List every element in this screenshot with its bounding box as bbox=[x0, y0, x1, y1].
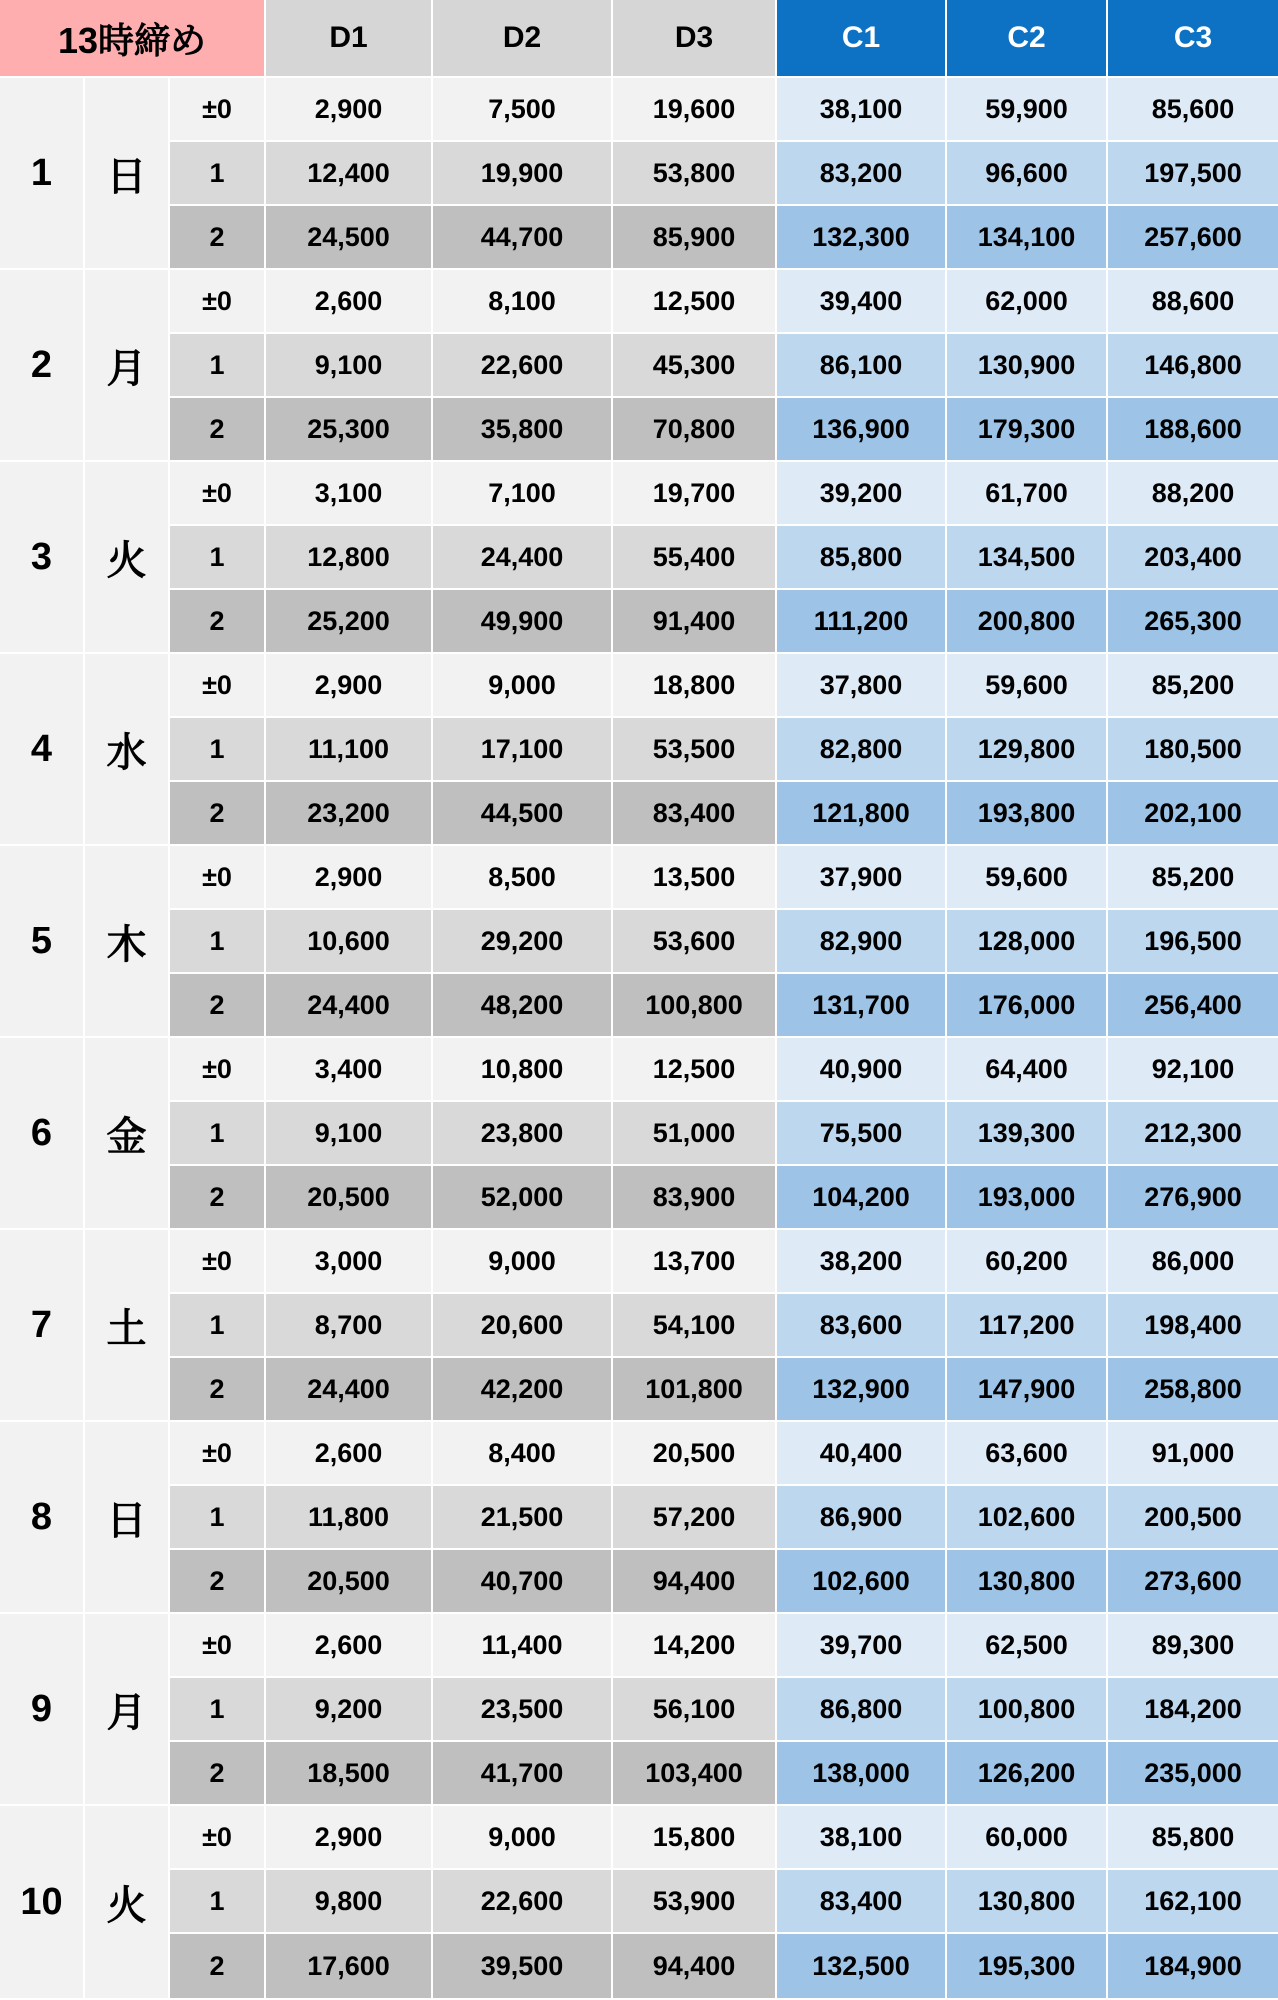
data-cell-d2: 17,100 bbox=[433, 718, 613, 782]
data-cell-d2: 23,500 bbox=[433, 1678, 613, 1742]
data-cell-c1: 83,600 bbox=[777, 1294, 947, 1358]
data-cell-d3: 53,800 bbox=[613, 142, 777, 206]
weekday-label: 月 bbox=[85, 270, 170, 462]
data-cell-c3: 198,400 bbox=[1108, 1294, 1278, 1358]
data-cell-c1: 40,400 bbox=[777, 1422, 947, 1486]
data-cell-c2: 128,000 bbox=[947, 910, 1108, 974]
shift-row bbox=[170, 78, 1278, 142]
data-cell-c1: 39,200 bbox=[777, 462, 947, 526]
data-cell-d2: 20,600 bbox=[433, 1294, 613, 1358]
data-cell-c1: 138,000 bbox=[777, 1742, 947, 1806]
data-cell-c1: 39,700 bbox=[777, 1614, 947, 1678]
shift-label: 2 bbox=[170, 590, 266, 654]
data-cell-d2: 24,400 bbox=[433, 526, 613, 590]
data-cell-c2: 193,000 bbox=[947, 1166, 1108, 1230]
shift-row bbox=[170, 974, 1278, 1038]
data-cell-d1: 24,500 bbox=[266, 206, 433, 270]
data-cell-d3: 19,700 bbox=[613, 462, 777, 526]
data-cell-d2: 9,000 bbox=[433, 1230, 613, 1294]
data-cell-c3: 85,200 bbox=[1108, 846, 1278, 910]
shift-label: ±0 bbox=[170, 462, 266, 526]
shift-row bbox=[170, 398, 1278, 462]
data-cell-d1: 25,200 bbox=[266, 590, 433, 654]
data-cell-c2: 117,200 bbox=[947, 1294, 1108, 1358]
col-header-c2: C2 bbox=[947, 0, 1108, 78]
data-cell-c3: 88,200 bbox=[1108, 462, 1278, 526]
data-cell-c2: 62,000 bbox=[947, 270, 1108, 334]
shift-label: ±0 bbox=[170, 1806, 266, 1870]
data-cell-d1: 18,500 bbox=[266, 1742, 433, 1806]
weekday-label: 木 bbox=[85, 846, 170, 1038]
shift-row bbox=[170, 1486, 1278, 1550]
col-header-c1: C1 bbox=[777, 0, 947, 78]
data-cell-c2: 62,500 bbox=[947, 1614, 1108, 1678]
shift-row bbox=[170, 1934, 1278, 1998]
shift-row bbox=[170, 1166, 1278, 1230]
data-cell-d1: 9,800 bbox=[266, 1870, 433, 1934]
data-cell-c3: 212,300 bbox=[1108, 1102, 1278, 1166]
shift-label: 1 bbox=[170, 1870, 266, 1934]
data-cell-c1: 37,900 bbox=[777, 846, 947, 910]
data-cell-d2: 8,100 bbox=[433, 270, 613, 334]
weekday-label: 日 bbox=[85, 1422, 170, 1614]
day-number: 3 bbox=[0, 462, 85, 654]
data-cell-c3: 146,800 bbox=[1108, 334, 1278, 398]
data-cell-d3: 83,900 bbox=[613, 1166, 777, 1230]
data-cell-c3: 86,000 bbox=[1108, 1230, 1278, 1294]
data-cell-d3: 56,100 bbox=[613, 1678, 777, 1742]
shift-row bbox=[170, 782, 1278, 846]
shift-label: ±0 bbox=[170, 270, 266, 334]
data-cell-c1: 104,200 bbox=[777, 1166, 947, 1230]
data-cell-c2: 61,700 bbox=[947, 462, 1108, 526]
data-cell-c2: 200,800 bbox=[947, 590, 1108, 654]
day-number: 1 bbox=[0, 78, 85, 270]
data-cell-c3: 88,600 bbox=[1108, 270, 1278, 334]
data-cell-c1: 82,800 bbox=[777, 718, 947, 782]
data-cell-c3: 85,200 bbox=[1108, 654, 1278, 718]
shift-row bbox=[170, 1742, 1278, 1806]
shift-label: 2 bbox=[170, 974, 266, 1038]
data-cell-d3: 101,800 bbox=[613, 1358, 777, 1422]
day-block bbox=[0, 462, 1278, 654]
data-cell-c2: 176,000 bbox=[947, 974, 1108, 1038]
day-block bbox=[0, 1230, 1278, 1422]
data-cell-c1: 82,900 bbox=[777, 910, 947, 974]
data-cell-d3: 13,500 bbox=[613, 846, 777, 910]
data-cell-d2: 35,800 bbox=[433, 398, 613, 462]
shift-label: ±0 bbox=[170, 1614, 266, 1678]
data-cell-d1: 2,600 bbox=[266, 1614, 433, 1678]
day-block bbox=[0, 1806, 1278, 1998]
data-cell-c2: 126,200 bbox=[947, 1742, 1108, 1806]
data-cell-d1: 17,600 bbox=[266, 1934, 433, 1998]
data-cell-d2: 52,000 bbox=[433, 1166, 613, 1230]
data-cell-d3: 12,500 bbox=[613, 270, 777, 334]
shift-row bbox=[170, 1614, 1278, 1678]
data-cell-d1: 9,200 bbox=[266, 1678, 433, 1742]
shift-row bbox=[170, 1294, 1278, 1358]
data-cell-c1: 136,900 bbox=[777, 398, 947, 462]
data-cell-d1: 10,600 bbox=[266, 910, 433, 974]
shift-row bbox=[170, 1678, 1278, 1742]
data-cell-d1: 25,300 bbox=[266, 398, 433, 462]
data-cell-c2: 59,600 bbox=[947, 654, 1108, 718]
day-block bbox=[0, 846, 1278, 1038]
data-cell-c2: 129,800 bbox=[947, 718, 1108, 782]
weekday-label: 月 bbox=[85, 1614, 170, 1806]
shift-row bbox=[170, 526, 1278, 590]
data-cell-d3: 91,400 bbox=[613, 590, 777, 654]
shift-row bbox=[170, 590, 1278, 654]
data-cell-c3: 188,600 bbox=[1108, 398, 1278, 462]
data-cell-c1: 102,600 bbox=[777, 1550, 947, 1614]
data-cell-c3: 180,500 bbox=[1108, 718, 1278, 782]
data-cell-c3: 256,400 bbox=[1108, 974, 1278, 1038]
day-number: 10 bbox=[0, 1806, 85, 1998]
data-cell-c1: 40,900 bbox=[777, 1038, 947, 1102]
data-cell-d3: 103,400 bbox=[613, 1742, 777, 1806]
data-cell-d1: 3,100 bbox=[266, 462, 433, 526]
day-number: 5 bbox=[0, 846, 85, 1038]
data-cell-c3: 257,600 bbox=[1108, 206, 1278, 270]
data-cell-d1: 2,900 bbox=[266, 78, 433, 142]
data-cell-d1: 24,400 bbox=[266, 1358, 433, 1422]
shift-row bbox=[170, 718, 1278, 782]
data-cell-c3: 85,600 bbox=[1108, 78, 1278, 142]
data-cell-d2: 39,500 bbox=[433, 1934, 613, 1998]
day-block bbox=[0, 654, 1278, 846]
weekday-label: 土 bbox=[85, 1230, 170, 1422]
shift-label: 2 bbox=[170, 1742, 266, 1806]
data-cell-c3: 184,900 bbox=[1108, 1934, 1278, 1998]
day-number: 8 bbox=[0, 1422, 85, 1614]
shift-label: 1 bbox=[170, 718, 266, 782]
col-header-d1: D1 bbox=[266, 0, 433, 78]
shift-row bbox=[170, 206, 1278, 270]
data-cell-d3: 12,500 bbox=[613, 1038, 777, 1102]
data-cell-c3: 202,100 bbox=[1108, 782, 1278, 846]
day-number: 6 bbox=[0, 1038, 85, 1230]
data-cell-c2: 96,600 bbox=[947, 142, 1108, 206]
shift-row bbox=[170, 1230, 1278, 1294]
data-cell-d2: 49,900 bbox=[433, 590, 613, 654]
shift-label: 2 bbox=[170, 1166, 266, 1230]
shift-label: ±0 bbox=[170, 1230, 266, 1294]
data-cell-c2: 193,800 bbox=[947, 782, 1108, 846]
data-cell-d3: 15,800 bbox=[613, 1806, 777, 1870]
shift-row bbox=[170, 910, 1278, 974]
day-number: 7 bbox=[0, 1230, 85, 1422]
data-cell-d1: 11,800 bbox=[266, 1486, 433, 1550]
data-cell-d3: 94,400 bbox=[613, 1550, 777, 1614]
data-cell-c3: 200,500 bbox=[1108, 1486, 1278, 1550]
data-cell-d2: 40,700 bbox=[433, 1550, 613, 1614]
data-cell-d3: 13,700 bbox=[613, 1230, 777, 1294]
data-cell-c1: 131,700 bbox=[777, 974, 947, 1038]
data-cell-c3: 258,800 bbox=[1108, 1358, 1278, 1422]
weekday-label: 日 bbox=[85, 78, 170, 270]
data-cell-d3: 55,400 bbox=[613, 526, 777, 590]
data-cell-d1: 3,000 bbox=[266, 1230, 433, 1294]
data-cell-d1: 2,600 bbox=[266, 270, 433, 334]
shift-row bbox=[170, 846, 1278, 910]
data-cell-c2: 59,600 bbox=[947, 846, 1108, 910]
data-cell-d1: 2,600 bbox=[266, 1422, 433, 1486]
data-cell-c2: 130,800 bbox=[947, 1550, 1108, 1614]
data-cell-c3: 235,000 bbox=[1108, 1742, 1278, 1806]
data-cell-d3: 94,400 bbox=[613, 1934, 777, 1998]
col-header-c3: C3 bbox=[1108, 0, 1278, 78]
data-cell-d2: 19,900 bbox=[433, 142, 613, 206]
data-cell-c1: 86,100 bbox=[777, 334, 947, 398]
shift-label: ±0 bbox=[170, 846, 266, 910]
data-cell-c1: 38,100 bbox=[777, 1806, 947, 1870]
data-cell-c3: 197,500 bbox=[1108, 142, 1278, 206]
data-cell-c3: 196,500 bbox=[1108, 910, 1278, 974]
shift-label: 1 bbox=[170, 142, 266, 206]
data-cell-d2: 22,600 bbox=[433, 1870, 613, 1934]
data-cell-c3: 276,900 bbox=[1108, 1166, 1278, 1230]
table-body bbox=[0, 78, 1278, 1998]
day-number: 2 bbox=[0, 270, 85, 462]
data-cell-c1: 38,100 bbox=[777, 78, 947, 142]
data-cell-c1: 132,500 bbox=[777, 1934, 947, 1998]
shift-label: ±0 bbox=[170, 1038, 266, 1102]
data-cell-d1: 2,900 bbox=[266, 1806, 433, 1870]
data-cell-c3: 85,800 bbox=[1108, 1806, 1278, 1870]
data-cell-c1: 85,800 bbox=[777, 526, 947, 590]
shift-label: 1 bbox=[170, 1294, 266, 1358]
col-header-d2: D2 bbox=[433, 0, 613, 78]
data-cell-d1: 23,200 bbox=[266, 782, 433, 846]
data-cell-d3: 100,800 bbox=[613, 974, 777, 1038]
data-cell-d2: 10,800 bbox=[433, 1038, 613, 1102]
data-cell-c2: 60,000 bbox=[947, 1806, 1108, 1870]
data-cell-d3: 83,400 bbox=[613, 782, 777, 846]
data-cell-d3: 19,600 bbox=[613, 78, 777, 142]
data-cell-c2: 102,600 bbox=[947, 1486, 1108, 1550]
shift-label: 1 bbox=[170, 526, 266, 590]
data-cell-d2: 23,800 bbox=[433, 1102, 613, 1166]
data-cell-d3: 51,000 bbox=[613, 1102, 777, 1166]
data-cell-d2: 42,200 bbox=[433, 1358, 613, 1422]
shift-row bbox=[170, 334, 1278, 398]
data-cell-c1: 83,200 bbox=[777, 142, 947, 206]
data-cell-d1: 2,900 bbox=[266, 654, 433, 718]
data-cell-c1: 37,800 bbox=[777, 654, 947, 718]
data-cell-d1: 12,400 bbox=[266, 142, 433, 206]
data-cell-d2: 29,200 bbox=[433, 910, 613, 974]
data-cell-d2: 41,700 bbox=[433, 1742, 613, 1806]
data-cell-d2: 44,500 bbox=[433, 782, 613, 846]
header-row bbox=[0, 0, 1278, 78]
data-cell-d3: 20,500 bbox=[613, 1422, 777, 1486]
shift-label: ±0 bbox=[170, 1422, 266, 1486]
shift-row bbox=[170, 654, 1278, 718]
data-cell-c2: 134,100 bbox=[947, 206, 1108, 270]
shift-row bbox=[170, 1870, 1278, 1934]
data-cell-d1: 8,700 bbox=[266, 1294, 433, 1358]
data-cell-d3: 57,200 bbox=[613, 1486, 777, 1550]
shift-row bbox=[170, 1102, 1278, 1166]
data-cell-c2: 100,800 bbox=[947, 1678, 1108, 1742]
table-title: 13時締め bbox=[0, 0, 266, 78]
data-cell-c3: 184,200 bbox=[1108, 1678, 1278, 1742]
col-header-d3: D3 bbox=[613, 0, 777, 78]
data-cell-c2: 179,300 bbox=[947, 398, 1108, 462]
data-cell-c1: 121,800 bbox=[777, 782, 947, 846]
data-cell-d3: 53,900 bbox=[613, 1870, 777, 1934]
shift-row bbox=[170, 142, 1278, 206]
data-cell-c1: 83,400 bbox=[777, 1870, 947, 1934]
data-cell-c2: 64,400 bbox=[947, 1038, 1108, 1102]
data-cell-d1: 9,100 bbox=[266, 1102, 433, 1166]
day-block bbox=[0, 1614, 1278, 1806]
shift-label: 1 bbox=[170, 1486, 266, 1550]
data-cell-c2: 195,300 bbox=[947, 1934, 1108, 1998]
weekday-label: 水 bbox=[85, 654, 170, 846]
day-block bbox=[0, 1422, 1278, 1614]
data-cell-c1: 75,500 bbox=[777, 1102, 947, 1166]
data-cell-c2: 63,600 bbox=[947, 1422, 1108, 1486]
shift-label: 1 bbox=[170, 910, 266, 974]
data-cell-d1: 3,400 bbox=[266, 1038, 433, 1102]
data-cell-d3: 85,900 bbox=[613, 206, 777, 270]
shift-row bbox=[170, 1358, 1278, 1422]
shift-label: 2 bbox=[170, 782, 266, 846]
shift-label: 2 bbox=[170, 398, 266, 462]
shift-label: 1 bbox=[170, 1102, 266, 1166]
data-cell-c3: 89,300 bbox=[1108, 1614, 1278, 1678]
shift-label: 1 bbox=[170, 1678, 266, 1742]
data-cell-c2: 60,200 bbox=[947, 1230, 1108, 1294]
data-cell-d1: 24,400 bbox=[266, 974, 433, 1038]
data-cell-d3: 53,500 bbox=[613, 718, 777, 782]
data-cell-c3: 162,100 bbox=[1108, 1870, 1278, 1934]
data-cell-d1: 20,500 bbox=[266, 1550, 433, 1614]
shift-row bbox=[170, 1550, 1278, 1614]
data-cell-d3: 45,300 bbox=[613, 334, 777, 398]
data-cell-c2: 130,900 bbox=[947, 334, 1108, 398]
data-cell-c1: 39,400 bbox=[777, 270, 947, 334]
shift-label: 2 bbox=[170, 1358, 266, 1422]
data-cell-c1: 132,900 bbox=[777, 1358, 947, 1422]
shift-row bbox=[170, 462, 1278, 526]
day-block bbox=[0, 270, 1278, 462]
shift-label: 2 bbox=[170, 1550, 266, 1614]
data-cell-d2: 8,500 bbox=[433, 846, 613, 910]
data-cell-d3: 14,200 bbox=[613, 1614, 777, 1678]
shift-label: ±0 bbox=[170, 654, 266, 718]
data-cell-c1: 86,800 bbox=[777, 1678, 947, 1742]
data-cell-c2: 147,900 bbox=[947, 1358, 1108, 1422]
data-cell-c3: 91,000 bbox=[1108, 1422, 1278, 1486]
day-number: 9 bbox=[0, 1614, 85, 1806]
data-cell-d2: 7,100 bbox=[433, 462, 613, 526]
data-cell-c2: 130,800 bbox=[947, 1870, 1108, 1934]
weekday-label: 金 bbox=[85, 1038, 170, 1230]
data-cell-c3: 273,600 bbox=[1108, 1550, 1278, 1614]
shift-row bbox=[170, 1422, 1278, 1486]
data-cell-c3: 265,300 bbox=[1108, 590, 1278, 654]
data-cell-d1: 11,100 bbox=[266, 718, 433, 782]
data-cell-c1: 38,200 bbox=[777, 1230, 947, 1294]
data-cell-c2: 134,500 bbox=[947, 526, 1108, 590]
data-cell-d1: 20,500 bbox=[266, 1166, 433, 1230]
data-cell-d2: 8,400 bbox=[433, 1422, 613, 1486]
data-cell-d1: 9,100 bbox=[266, 334, 433, 398]
data-cell-d3: 70,800 bbox=[613, 398, 777, 462]
data-cell-d2: 48,200 bbox=[433, 974, 613, 1038]
data-cell-d2: 9,000 bbox=[433, 1806, 613, 1870]
data-cell-d2: 21,500 bbox=[433, 1486, 613, 1550]
data-cell-d2: 11,400 bbox=[433, 1614, 613, 1678]
shift-label: 2 bbox=[170, 206, 266, 270]
data-cell-d3: 18,800 bbox=[613, 654, 777, 718]
day-block bbox=[0, 1038, 1278, 1230]
data-cell-c1: 111,200 bbox=[777, 590, 947, 654]
data-cell-d1: 12,800 bbox=[266, 526, 433, 590]
shift-label: 1 bbox=[170, 334, 266, 398]
data-cell-c2: 139,300 bbox=[947, 1102, 1108, 1166]
data-cell-d2: 9,000 bbox=[433, 654, 613, 718]
data-cell-c3: 203,400 bbox=[1108, 526, 1278, 590]
shift-label: ±0 bbox=[170, 78, 266, 142]
shift-label: 2 bbox=[170, 1934, 266, 1998]
data-cell-c3: 92,100 bbox=[1108, 1038, 1278, 1102]
day-block bbox=[0, 78, 1278, 270]
day-number: 4 bbox=[0, 654, 85, 846]
shift-row bbox=[170, 1038, 1278, 1102]
data-cell-d3: 53,600 bbox=[613, 910, 777, 974]
data-cell-c1: 132,300 bbox=[777, 206, 947, 270]
data-cell-c2: 59,900 bbox=[947, 78, 1108, 142]
data-cell-d2: 22,600 bbox=[433, 334, 613, 398]
weekday-label: 火 bbox=[85, 462, 170, 654]
data-cell-d2: 7,500 bbox=[433, 78, 613, 142]
shift-row bbox=[170, 270, 1278, 334]
data-cell-d1: 2,900 bbox=[266, 846, 433, 910]
weekday-label: 火 bbox=[85, 1806, 170, 1998]
data-cell-c1: 86,900 bbox=[777, 1486, 947, 1550]
shift-row bbox=[170, 1806, 1278, 1870]
data-cell-d3: 54,100 bbox=[613, 1294, 777, 1358]
data-cell-d2: 44,700 bbox=[433, 206, 613, 270]
